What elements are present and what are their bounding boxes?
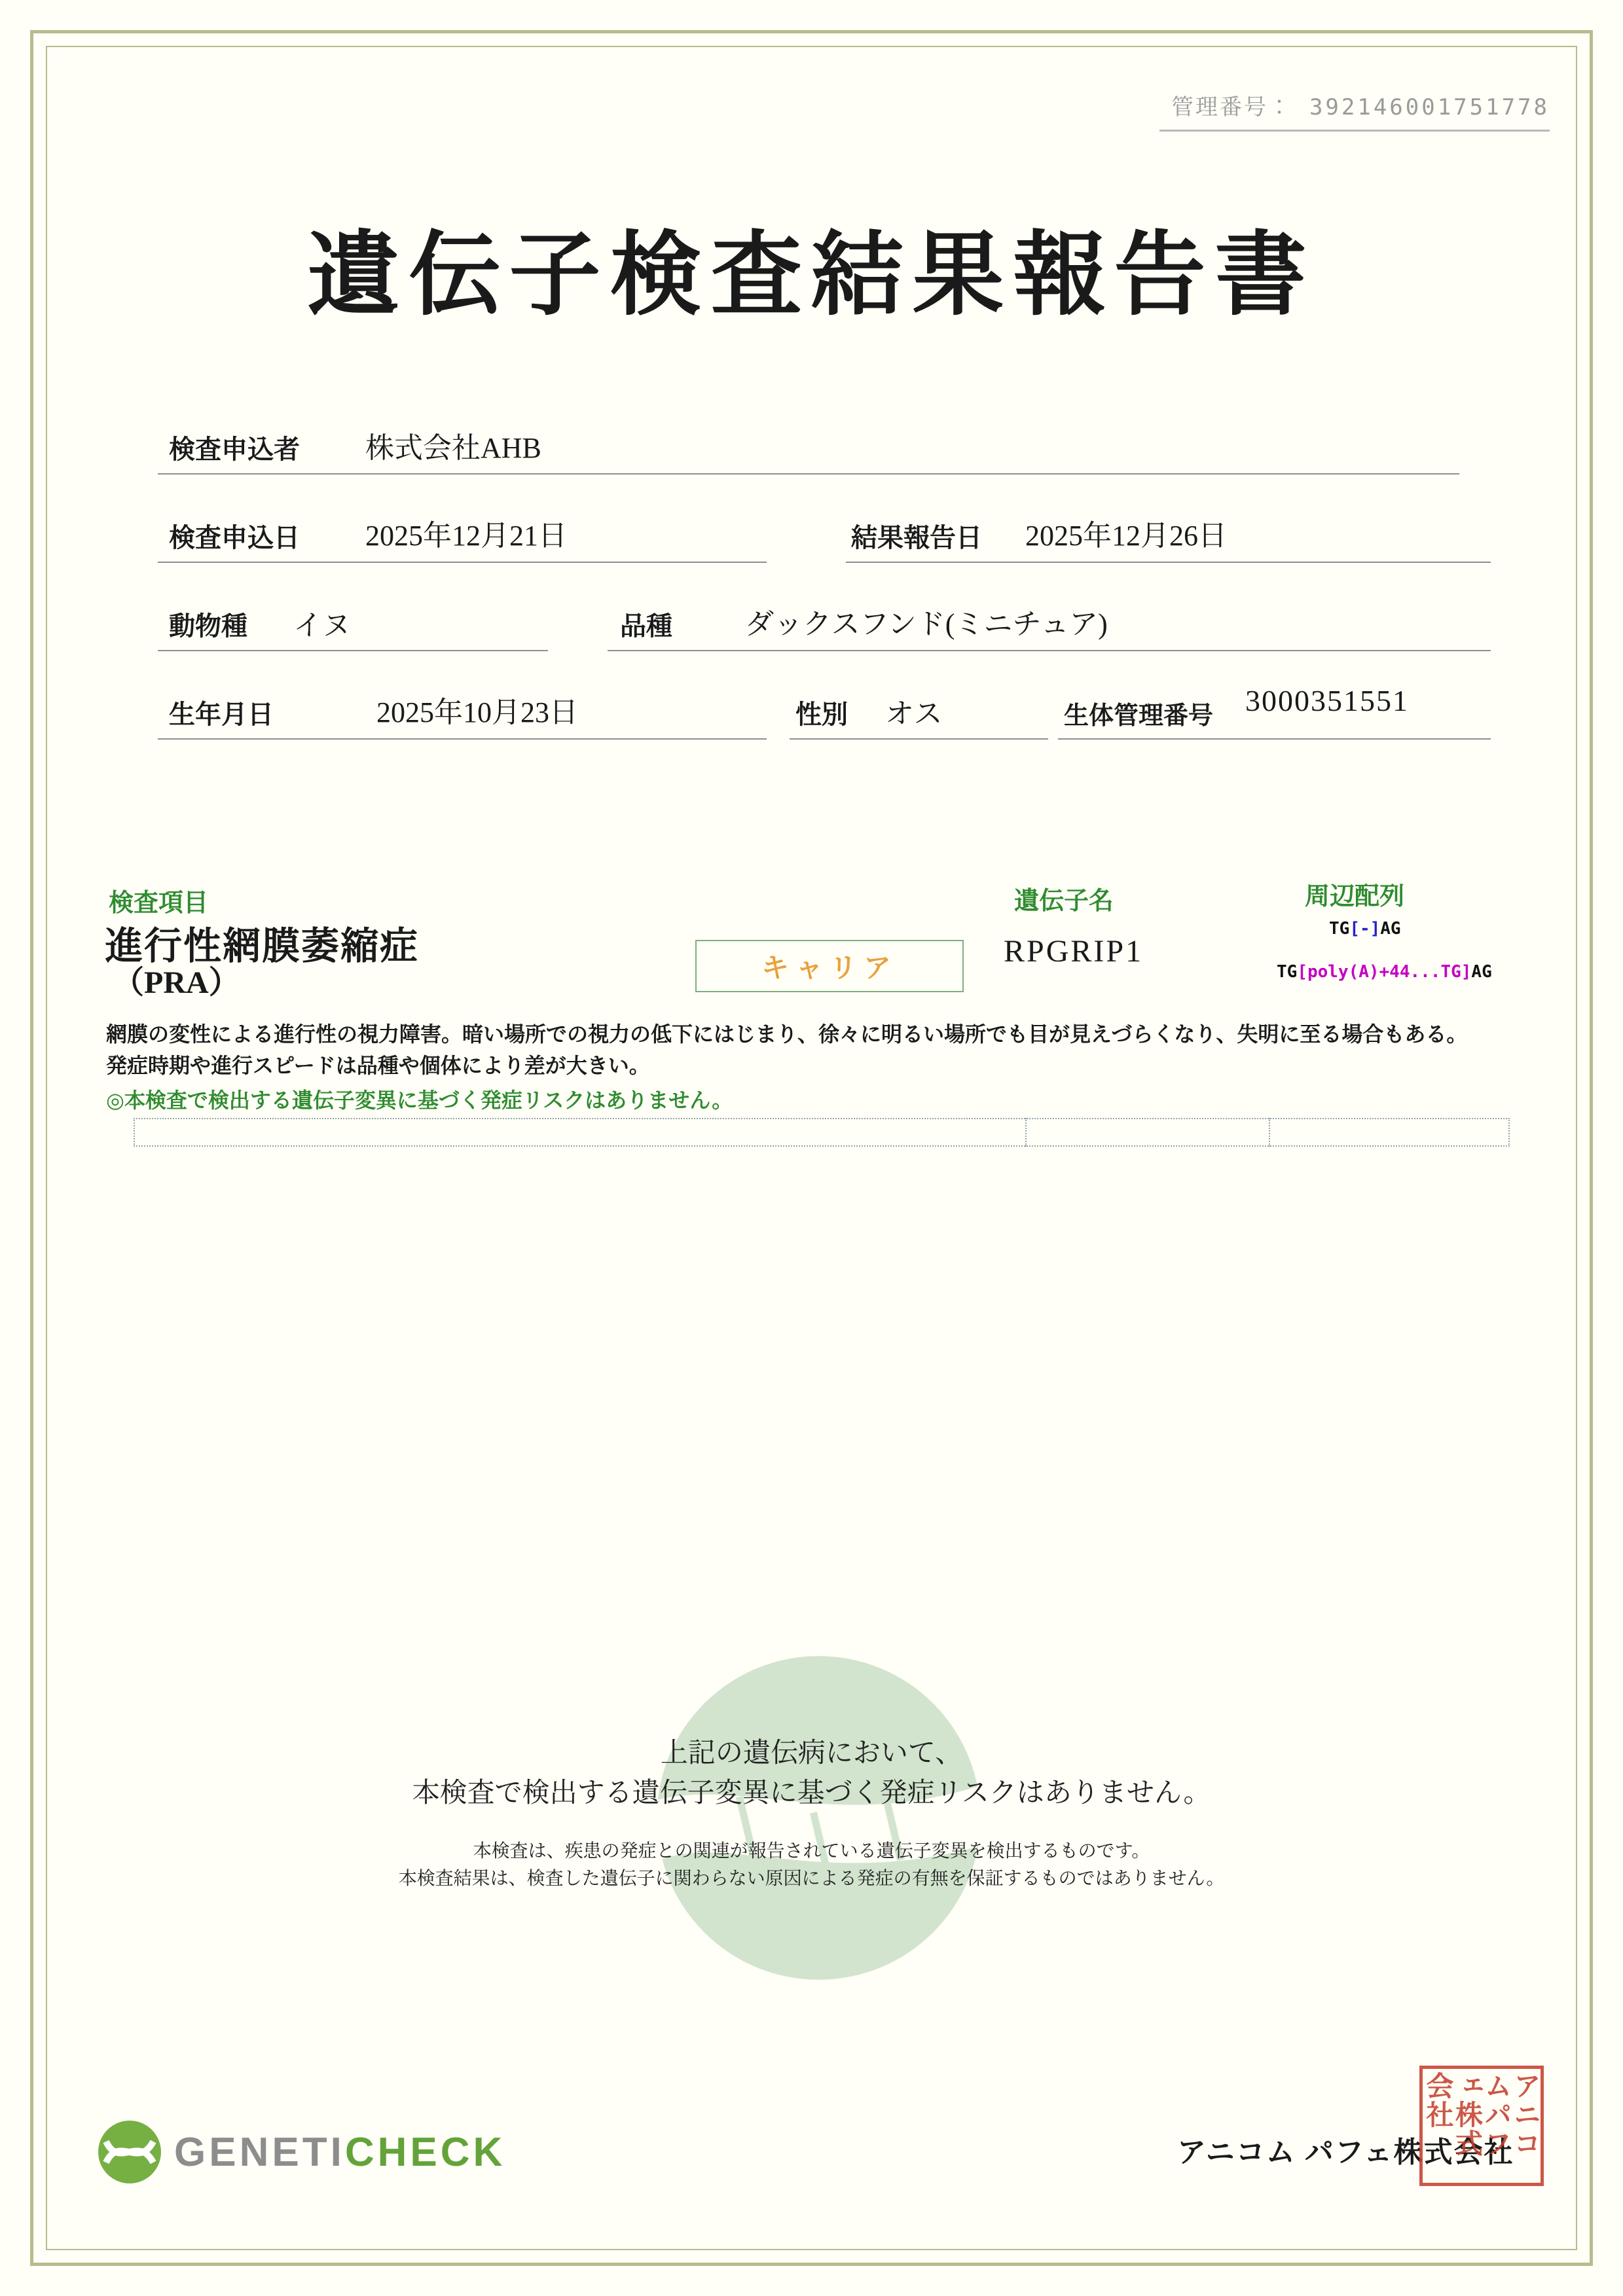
report-date-value: 2025年12月26日 [1025,520,1227,552]
disease-name: 進行性網膜萎縮症 [105,925,420,967]
management-number-value: 392146001751778 [1309,94,1550,120]
additional-items-table [134,1118,1510,1147]
management-number [1171,89,1550,121]
bio-number-underline [1058,738,1491,740]
application-date-underline [158,562,767,563]
geneticheck-logo [97,2119,505,2185]
applicant-underline [158,473,1459,475]
company-name: アニコム パフェ株式会社 [1177,2136,1514,2168]
sequence-mutant [1277,962,1492,982]
disease-description-line1: 網膜の変性による進行性の視力障害。暗い場所での視力の低下にはじまり、徐々に明るい場所でも目が見えづらくなり、失明に至る場合もある。 [106,1022,1468,1046]
application-date-value: 2025年12月21日 [365,520,567,552]
test-result-value: キャリア [761,952,898,983]
applicant-label: 検査申込者 [169,435,300,464]
sex-label: 性別 [795,700,848,729]
logo-wordmark-part1: GENETI [174,2129,345,2175]
logo-wordmark-part2: CHECK [344,2129,506,2175]
summary-line2: 本検査で検出する遺伝子変異に基づく発症リスクはありません。 [412,1777,1211,1808]
management-number-underline [1159,130,1550,132]
sex-underline [790,738,1048,740]
table-divider [1269,1118,1270,1147]
breed-underline [608,650,1491,651]
applicant-value: 株式会社AHB [365,432,541,464]
birth-date-underline [158,738,767,740]
management-number-label: 管理番号： [1171,94,1292,120]
sequence-normal-post: AG [1380,919,1401,939]
test-result-box [695,940,964,992]
sequence-normal-pre: TG [1329,919,1350,939]
bio-number-value: 3000351551 [1245,684,1409,717]
sequence-normal [1329,919,1401,939]
table-divider [1025,1118,1027,1147]
sex-value: オス [885,698,943,730]
sequence-mutant-variant: [poly(A)+44...TG] [1297,962,1472,982]
dna-logo-icon [97,2119,162,2185]
birth-date-value: 2025年10月23日 [376,696,578,728]
breed-value: ダックスフンド(ミニチュア) [745,608,1108,640]
disease-abbreviation: （PRA） [113,965,240,1000]
sequence-mutant-post: AG [1471,962,1492,982]
disease-description [106,1018,1543,1081]
test-item-label: 検査項目 [109,889,209,917]
geneticheck-watermark-icon [640,1640,997,1996]
species-value: イヌ [293,609,351,641]
bio-number-label: 生体管理番号 [1064,702,1214,730]
disease-description-line2: 発症時期や進行スピードは品種や個体により差が大きい。 [106,1054,650,1077]
summary-note2: 本検査結果は、検査した遺伝子に関わらない原因による発症の有無を保証するものではありません。 [398,1868,1225,1888]
species-label: 動物種 [169,611,247,641]
report-date-underline [846,562,1491,563]
company-seal-stamp: アニコムパフェ株式会社 [1419,2066,1544,2186]
birth-date-label: 生年月日 [169,700,274,729]
sequence-normal-variant: [-] [1349,919,1381,939]
application-date-label: 検査申込日 [169,523,300,552]
breed-label: 品種 [620,611,672,641]
gene-name-label: 遺伝子名 [1014,888,1114,915]
species-underline [158,650,548,651]
risk-note: ◎本検査で検出する遺伝子変異に基づく発症リスクはありません。 [106,1088,733,1112]
page-title: 遺伝子検査結果報告書 [307,225,1316,327]
sequence-label: 周辺配列 [1305,883,1405,910]
summary-note1: 本検査は、疾患の発症との関連が報告されている遺伝子変異を検出するものです。 [473,1840,1150,1861]
summary-line1: 上記の遺伝病において、 [660,1737,963,1768]
report-date-label: 結果報告日 [851,523,982,552]
logo-wordmark [174,2129,505,2176]
gene-name-value: RPGRIP1 [1004,934,1144,969]
sequence-mutant-pre: TG [1277,962,1298,982]
